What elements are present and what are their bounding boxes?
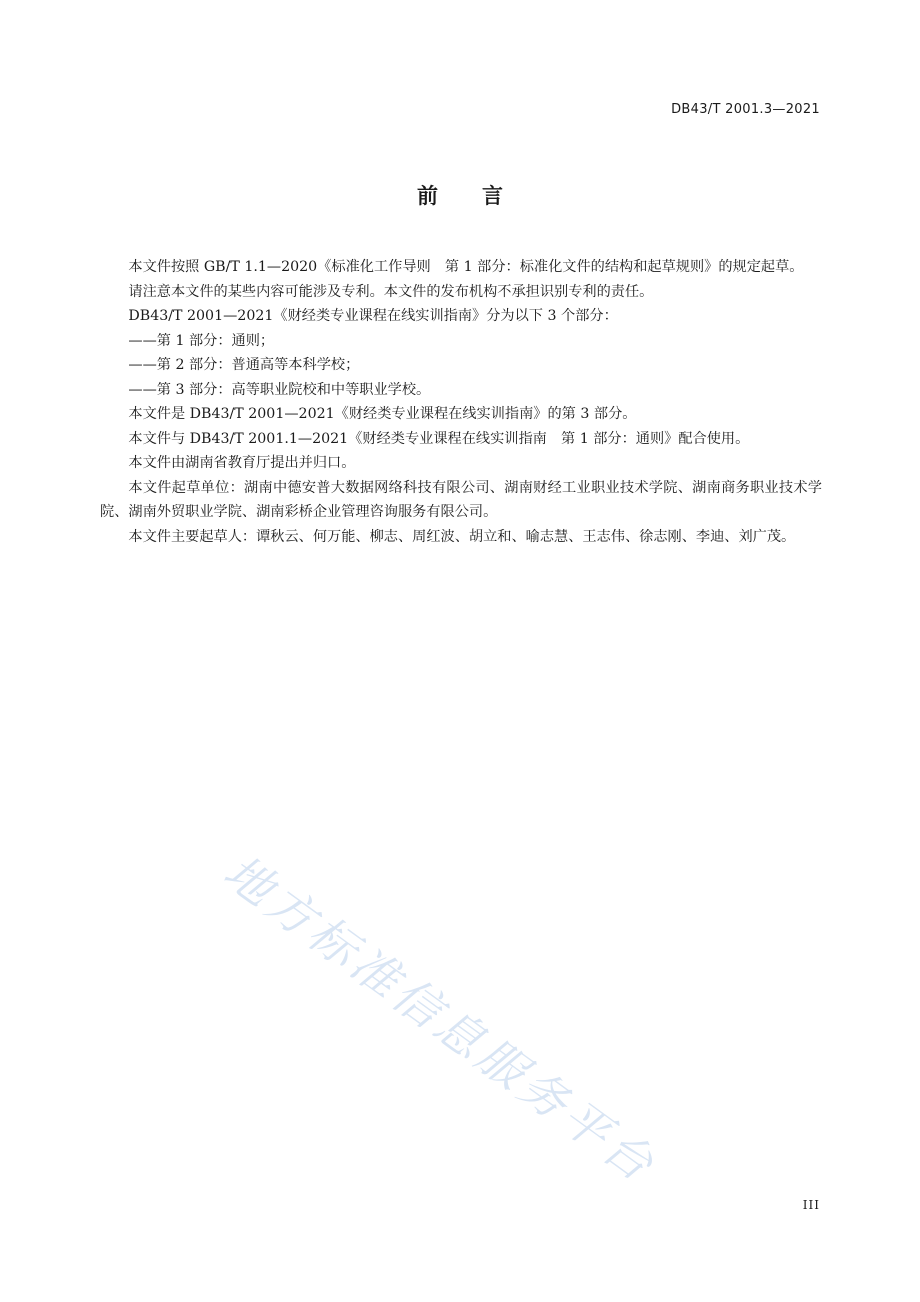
foreword-body (100, 255, 822, 549)
list-item: ——第 1 部分：通则； (128, 332, 275, 349)
title-char-1: 前 (417, 184, 438, 208)
paragraph: 本文件起草单位：湖南中德安普大数据网络科技有限公司、湖南财经工业职业技术学院、湖南商务职业技术学院、湖南外贸职业学院、湖南彩桥企业管理咨询服务有限公司。 (100, 479, 822, 520)
list-item: ——第 2 部分：普通高等本科学校； (128, 357, 360, 373)
paragraph: 请注意本文件的某些内容可能涉及专利。本文件的发布机构不承担识别专利的责任。 (128, 283, 654, 300)
paragraph: 本文件是 DB43/T 2001—2021《财经类专业课程在线实训指南》的第 3 部分。 (128, 406, 637, 422)
paragraph: 本文件由湖南省教育厅提出并归口。 (128, 455, 356, 471)
document-code: DB43/T 2001.3—2021 (671, 102, 820, 117)
paragraph: 本文件主要起草人：谭秋云、何万能、柳志、周红波、胡立和、喻志慧、王志伟、徐志刚、李迪、刘广茂。 (128, 528, 796, 545)
paragraph: 本文件与 DB43/T 2001.1—2021《财经类专业课程在线实训指南 第 1 部分：通则》配合使用。 (128, 430, 750, 447)
list-item: ——第 3 部分：高等职业院校和中等职业学校。 (128, 381, 431, 398)
paragraph: 本文件按照 GB/T 1.1—2020《标准化工作导则 第 1 部分：标准化文件的结构和起草规则》的规定起草。 (128, 259, 804, 275)
page-title (0, 180, 920, 210)
watermark: 地方标准信息服务平台 (213, 844, 667, 1195)
title-char-2: 言 (482, 184, 503, 208)
paragraph: DB43/T 2001—2021《财经类专业课程在线实训指南》分为以下 3 个部分： (128, 308, 618, 324)
page-number: III (802, 1198, 820, 1212)
